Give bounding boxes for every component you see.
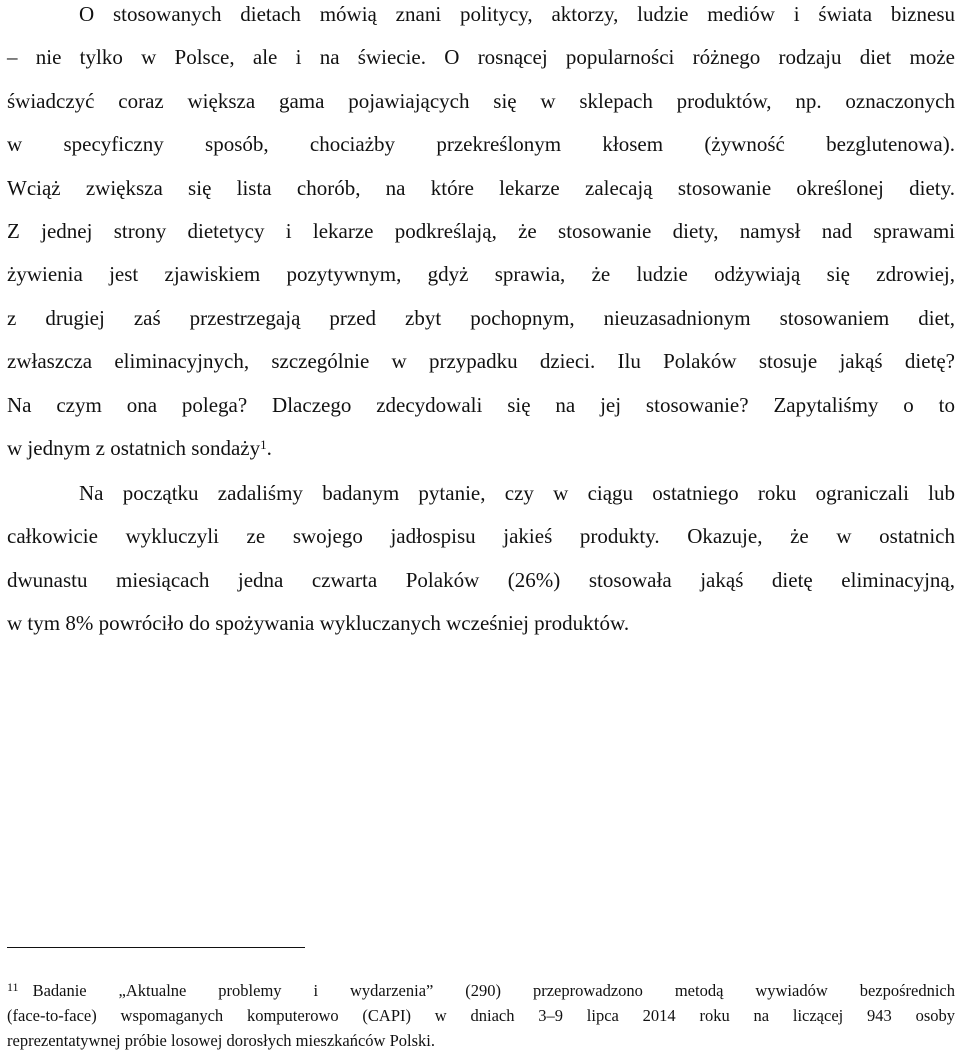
footnote	[7, 978, 955, 1053]
text-line: z drugiej zaś przestrzegają przed zbyt pochopnym, nieuzasadnionym stosowaniem diet,	[7, 305, 955, 330]
text-line: Na czym ona polega? Dlaczego zdecydowali się na jej stosowanie? Zapytaliśmy o to	[7, 392, 955, 417]
footnote-line: (face-to-face) wspomaganych komputerowo (CAPI) w dniach 3–9 lipca 2014 roku na liczącej 943 osoby	[7, 1006, 955, 1025]
text-line: dwunastu miesiącach jedna czwarta Polaków (26%) stosowała jakąś dietę eliminacyjną,	[7, 567, 955, 592]
footnote-text: Badanie „Aktualne problemy i wydarzenia” (290) przeprowadzono metodą wywiadów bezpośrednich	[32, 981, 955, 1000]
footnote-line	[7, 978, 955, 1003]
text-line: żywienia jest zjawiskiem pozytywnym, gdyż sprawia, że ludzie odżywiają się zdrowiej,	[7, 262, 955, 287]
paragraph-intro	[7, 0, 955, 470]
text-line: zwłaszcza eliminacyjnych, szczególnie w przypadku dzieci. Ilu Polaków stosuje jakąś dietę?	[7, 349, 955, 374]
text-line: Wciąż zwiększa się lista chorób, na które lekarze zalecają stosowanie określonej diety.	[7, 175, 955, 200]
text-line: całkowicie wykluczyli ze swojego jadłospisu jakieś produkty. Okazuje, że w ostatnich	[7, 524, 955, 549]
text-line: Na początku zadaliśmy badanym pytanie, czy w ciągu ostatniego roku ograniczali lub	[79, 481, 955, 505]
text-line: w specyficzny sposób, chociażby przekreślonym kłosem (żywność bezglutenowa).	[7, 132, 955, 157]
text-line-last	[7, 427, 955, 470]
footnote-line-last: reprezentatywnej próbie losowej dorosłych mieszkańców Polski.	[7, 1031, 435, 1050]
text-line: świadczyć coraz większa gama pojawiających się w sklepach produktów, np. oznaczonych	[7, 88, 955, 113]
text-fragment: w jednym z ostatnich sondaży	[7, 436, 261, 461]
text-line: O stosowanych dietach mówią znani politycy, aktorzy, ludzie mediów i świata biznesu	[79, 2, 955, 26]
text-line: Z jednej strony dietetycy i lekarze podkreślają, że stosowanie diety, namysł nad sprawami	[7, 219, 955, 244]
text-line: – nie tylko w Polsce, ale i na świecie. O rosnącej popularności różnego rodzaju diet może	[7, 45, 955, 70]
footnote-marker: 11	[7, 980, 19, 994]
text-fragment: .	[266, 436, 272, 461]
paragraph-results	[7, 472, 955, 646]
text-line-last: w tym 8% powróciło do spożywania wykluczanych wcześniej produktów.	[7, 611, 630, 636]
footnote-separator	[7, 947, 305, 948]
footnote-reference[interactable]: 1	[260, 437, 267, 453]
